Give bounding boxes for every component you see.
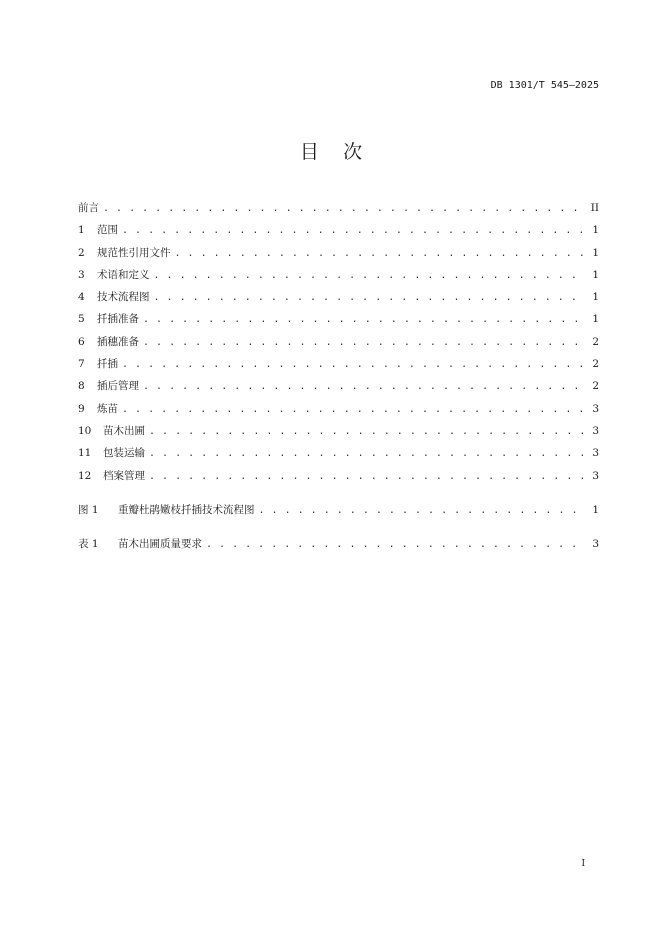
toc-entry-3[interactable] bbox=[78, 267, 599, 289]
table-of-contents bbox=[78, 200, 599, 558]
toc-table-text: 苗木出圃质量要求 bbox=[118, 538, 202, 551]
toc-dot-leader bbox=[149, 446, 583, 462]
toc-page-number: II bbox=[590, 202, 599, 214]
toc-page-number: 3 bbox=[592, 538, 599, 551]
toc-entry-1[interactable] bbox=[78, 222, 599, 244]
toc-dot-leader bbox=[149, 424, 583, 440]
toc-page-number: 2 bbox=[592, 380, 599, 393]
toc-page-number: 1 bbox=[592, 313, 599, 326]
toc-entry-text: 包装运输 bbox=[103, 447, 145, 460]
toc-figure-text: 重瓣杜鹃嫩枝扦插技术流程图 bbox=[118, 503, 255, 516]
toc-page-number: 1 bbox=[592, 291, 599, 304]
toc-dot-leader bbox=[143, 312, 583, 328]
toc-figure-number: 图 1 bbox=[78, 503, 99, 516]
toc-entry-text: 规范性引用文件 bbox=[97, 246, 171, 259]
toc-page-number: 1 bbox=[592, 268, 599, 281]
toc-entry-8[interactable] bbox=[78, 378, 599, 400]
toc-entry-number: 5 bbox=[78, 313, 85, 326]
toc-page-number: 3 bbox=[592, 469, 599, 482]
toc-entry-number: 11 bbox=[78, 447, 92, 460]
toc-entry-text: 范围 bbox=[97, 224, 118, 237]
toc-page-number: 3 bbox=[592, 424, 599, 437]
toc-entry-text: 扦插准备 bbox=[97, 313, 139, 326]
toc-entry-5[interactable] bbox=[78, 311, 599, 333]
toc-entry-text: 插穗准备 bbox=[97, 335, 139, 348]
toc-entry-6[interactable] bbox=[78, 334, 599, 356]
toc-entry-2[interactable] bbox=[78, 245, 599, 267]
toc-entry-10[interactable] bbox=[78, 423, 599, 445]
toc-dot-leader bbox=[122, 402, 583, 418]
page-title: 目 次 bbox=[299, 141, 363, 163]
toc-figure-1[interactable] bbox=[78, 502, 599, 524]
toc-entry-foreword[interactable] bbox=[78, 200, 599, 222]
toc-entry-text: 苗木出圃 bbox=[103, 424, 145, 437]
toc-dot-leader bbox=[149, 469, 583, 485]
toc-dot-leader bbox=[143, 379, 583, 395]
toc-table-1[interactable] bbox=[78, 536, 599, 558]
toc-page-number: 2 bbox=[592, 358, 599, 371]
toc-table-number: 表 1 bbox=[78, 538, 99, 551]
toc-entry-number: 2 bbox=[78, 246, 85, 259]
toc-entry-text: 炼苗 bbox=[97, 402, 118, 415]
toc-dot-leader bbox=[103, 201, 583, 217]
toc-page-number: 1 bbox=[592, 503, 599, 516]
toc-entry-9[interactable] bbox=[78, 401, 599, 423]
toc-entry-4[interactable] bbox=[78, 289, 599, 311]
toc-page-number: 3 bbox=[592, 447, 599, 460]
toc-entry-text: 前言 bbox=[78, 202, 99, 214]
toc-entry-number: 7 bbox=[78, 358, 85, 371]
toc-entry-number: 3 bbox=[78, 268, 85, 281]
toc-entry-text: 档案管理 bbox=[103, 469, 145, 482]
toc-dot-leader bbox=[122, 357, 583, 373]
toc-dot-leader bbox=[206, 537, 583, 553]
toc-entry-number: 1 bbox=[78, 224, 85, 237]
page-number: I bbox=[581, 859, 585, 869]
toc-entry-12[interactable] bbox=[78, 468, 599, 490]
toc-page-number: 3 bbox=[592, 402, 599, 415]
standard-code: DB 1301/T 545—2025 bbox=[490, 80, 599, 91]
toc-entry-number: 8 bbox=[78, 380, 85, 393]
toc-dot-leader bbox=[143, 335, 583, 351]
toc-entry-number: 10 bbox=[78, 424, 92, 437]
toc-entry-number: 4 bbox=[78, 291, 85, 304]
toc-page-number: 1 bbox=[592, 246, 599, 259]
toc-dot-leader bbox=[122, 223, 583, 239]
toc-dot-leader bbox=[175, 246, 584, 262]
toc-entry-7[interactable] bbox=[78, 356, 599, 378]
toc-entry-number: 9 bbox=[78, 402, 85, 415]
toc-dot-leader bbox=[154, 290, 584, 306]
toc-entry-number: 6 bbox=[78, 335, 85, 348]
toc-entry-text: 术语和定义 bbox=[97, 268, 150, 281]
toc-dot-leader bbox=[259, 503, 584, 519]
toc-dot-leader bbox=[154, 268, 584, 284]
toc-entry-text: 扦插 bbox=[97, 358, 118, 371]
toc-page-number: 1 bbox=[592, 224, 599, 237]
toc-entry-text: 插后管理 bbox=[97, 380, 139, 393]
toc-page-number: 2 bbox=[592, 335, 599, 348]
toc-entry-11[interactable] bbox=[78, 445, 599, 467]
toc-entry-text: 技术流程图 bbox=[97, 291, 150, 304]
toc-entry-number: 12 bbox=[78, 469, 92, 482]
